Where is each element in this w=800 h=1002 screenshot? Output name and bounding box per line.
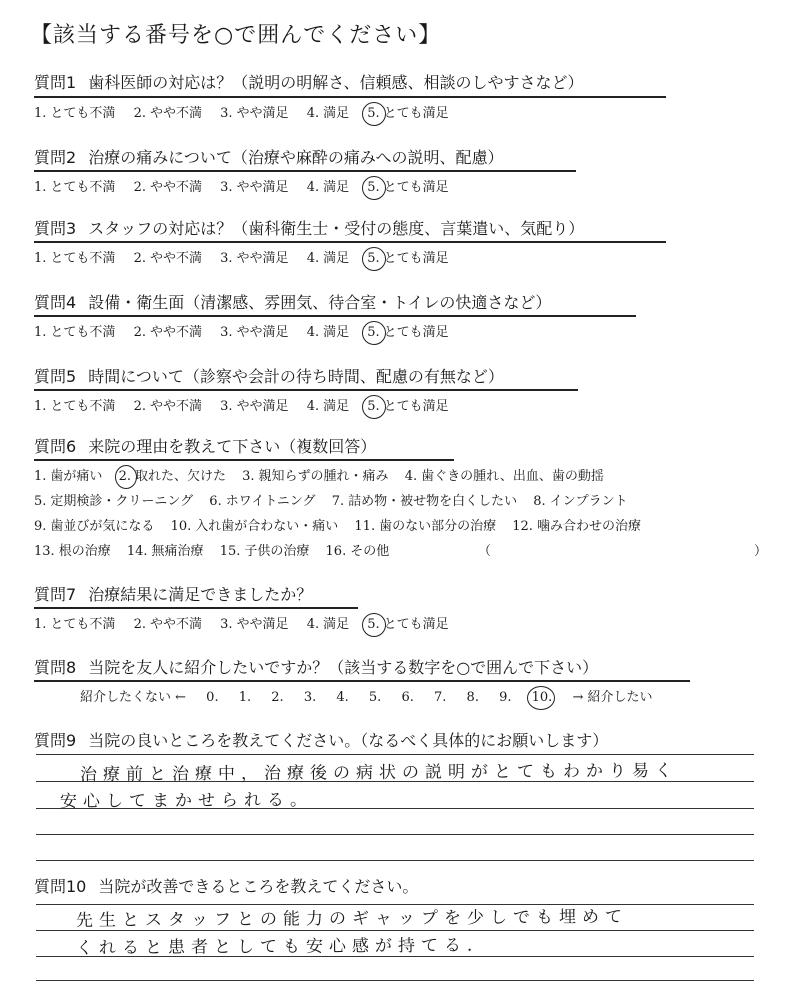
- answer-line: [36, 860, 754, 861]
- option-3[interactable]: 3. やや満足: [220, 399, 289, 414]
- q6-option-13[interactable]: 13. 根の治療: [34, 544, 111, 559]
- q6-option-3[interactable]: 3. 親知らずの腫れ・痛み: [242, 469, 389, 484]
- question-text: 当院を友人に紹介したいですか？（該当する数字を○で囲んで下さい）: [88, 658, 599, 677]
- question-underline: [34, 241, 666, 243]
- options-q5: [34, 395, 463, 414]
- answer-line: [36, 980, 754, 981]
- option-2[interactable]: 2. やや不満: [133, 251, 202, 266]
- option-2[interactable]: 2. やや不満: [133, 325, 202, 340]
- option-5-circled[interactable]: 5. とても満足: [367, 180, 449, 195]
- option-3[interactable]: 3. やや満足: [220, 251, 289, 266]
- q6-option-12[interactable]: 12. 噛み合わせの治療: [512, 519, 641, 534]
- question-7: [34, 582, 312, 605]
- question-number: 質問6: [34, 437, 77, 456]
- scale-value-3[interactable]: 3.: [303, 690, 317, 705]
- scale-value-6[interactable]: 6.: [401, 690, 414, 705]
- question-1: [34, 70, 584, 93]
- question-number: 質問4: [34, 293, 77, 312]
- scale-right-label: → 紹介したい: [572, 690, 653, 705]
- option-4[interactable]: 4. 満足: [306, 180, 350, 195]
- scale-value-2[interactable]: 2.: [271, 690, 284, 705]
- scale-value-8[interactable]: 8.: [466, 690, 479, 705]
- q6-option-10[interactable]: 10. 入れ歯が合わない・痛い: [170, 519, 339, 534]
- question-number: 質問9: [34, 731, 77, 750]
- q6-option-1[interactable]: 1. 歯が痛い: [34, 469, 103, 484]
- scale-value-4[interactable]: 4.: [336, 690, 349, 705]
- scale-value-10-circled[interactable]: 10.: [531, 690, 553, 705]
- handwritten-answer-q9-line2: 安心してまかせられる。: [59, 790, 314, 812]
- question-number: 質問10: [34, 877, 87, 896]
- question-2: [34, 145, 504, 168]
- question-number: 質問7: [34, 585, 77, 604]
- question-text: 時間について（診察や会計の待ち時間、配慮の有無など）: [88, 367, 504, 386]
- q6-option-6[interactable]: 6. ホワイトニング: [209, 494, 316, 509]
- page-title: 【該当する番号を○で囲んでください】: [30, 23, 442, 48]
- question-9: [34, 728, 608, 751]
- option-1[interactable]: 1. とても不満: [34, 325, 116, 340]
- option-5-circled[interactable]: 5. とても満足: [367, 106, 449, 121]
- answer-line: [36, 754, 754, 755]
- question-8: [34, 655, 598, 678]
- option-4[interactable]: 4. 満足: [306, 251, 350, 266]
- option-2[interactable]: 2. やや不満: [133, 106, 202, 121]
- q6-options-row-2: [34, 490, 640, 509]
- scale-value-7[interactable]: 7.: [434, 690, 447, 705]
- option-5-circled[interactable]: 5. とても満足: [367, 251, 449, 266]
- option-1[interactable]: 1. とても不満: [34, 251, 116, 266]
- handwritten-answer-q9-line1: 治療前と治療中，治療後の病状の説明がとてもわかり易く: [79, 760, 679, 786]
- question-text: 設備・衛生面（清潔感、雰囲気、待合室・トイレの快適さなど）: [88, 293, 552, 312]
- question-underline: [34, 96, 666, 98]
- question-text: 当院の良いところを教えてください。（なるべく具体的にお願いします）: [88, 731, 609, 750]
- q6-option-11[interactable]: 11. 歯のない部分の治療: [354, 519, 497, 534]
- q6-option-16[interactable]: 16. その他: [325, 544, 390, 559]
- answer-line: [36, 834, 754, 835]
- question-5: [34, 364, 504, 387]
- q6-option-8[interactable]: 8. インプラント: [533, 494, 628, 509]
- question-text: 歯科医師の対応は？（説明の明解さ、信頼感、相談のしやすさなど）: [88, 73, 584, 92]
- q6-options-row-3: [34, 515, 653, 534]
- question-text: 治療結果に満足できましたか？: [88, 585, 313, 604]
- other-paren-open: （: [478, 544, 492, 559]
- question-underline: [34, 389, 578, 391]
- question-number: 質問5: [34, 367, 77, 386]
- q6-option-4[interactable]: 4. 歯ぐきの腫れ、出血、歯の動揺: [404, 469, 604, 484]
- option-1[interactable]: 1. とても不満: [34, 399, 116, 414]
- question-number: 質問1: [34, 73, 77, 92]
- recommend-scale: [80, 686, 669, 705]
- question-underline: [34, 459, 454, 461]
- question-number: 質問2: [34, 148, 77, 167]
- handwritten-answer-q10-line2: くれると患者としても安心感が持てる．: [75, 935, 491, 959]
- question-10: [34, 874, 418, 897]
- options-q2: [34, 176, 463, 195]
- option-5-circled[interactable]: 5. とても満足: [367, 617, 449, 632]
- question-6: [34, 434, 376, 457]
- option-3[interactable]: 3. やや満足: [220, 617, 289, 632]
- option-5-circled[interactable]: 5. とても満足: [367, 325, 449, 340]
- options-q4: [34, 321, 463, 340]
- question-underline: [34, 680, 690, 682]
- handwritten-answer-q10-line1: 先生とスタッフとの能力のギャップを少しでも埋めて: [75, 907, 629, 931]
- scale-value-0[interactable]: 0.: [206, 690, 219, 705]
- question-3: [34, 216, 584, 239]
- question-underline: [34, 170, 576, 172]
- option-4[interactable]: 4. 満足: [306, 399, 350, 414]
- option-4[interactable]: 4. 満足: [306, 325, 350, 340]
- q6-option-2-circled[interactable]: 2. 取れた、欠けた: [118, 469, 226, 484]
- q6-option-5[interactable]: 5. 定期検診・クリーニング: [34, 494, 194, 509]
- q6-option-7[interactable]: 7. 詰め物・被せ物を白くしたい: [331, 494, 518, 509]
- question-text: 来院の理由を教えて下さい（複数回答）: [88, 437, 377, 456]
- option-1[interactable]: 1. とても不満: [34, 106, 116, 121]
- option-3[interactable]: 3. やや満足: [220, 106, 289, 121]
- question-number: 質問8: [34, 658, 77, 677]
- question-underline: [34, 607, 358, 609]
- option-5-circled[interactable]: 5. とても満足: [367, 399, 449, 414]
- other-paren-close: ）: [754, 544, 768, 559]
- options-q1: [34, 102, 463, 121]
- options-q3: [34, 247, 463, 266]
- question-number: 質問3: [34, 219, 77, 238]
- q6-option-15[interactable]: 15. 子供の治療: [219, 544, 310, 559]
- option-4[interactable]: 4. 満足: [306, 617, 350, 632]
- scale-left-label: 紹介したくない ←: [80, 690, 187, 705]
- question-underline: [34, 315, 636, 317]
- option-3[interactable]: 3. やや満足: [220, 325, 289, 340]
- q6-options-row-4: [34, 540, 401, 559]
- q6-option-9[interactable]: 9. 歯並びが気になる: [34, 519, 155, 534]
- option-1[interactable]: 1. とても不満: [34, 180, 116, 195]
- option-4[interactable]: 4. 満足: [306, 106, 350, 121]
- question-text: スタッフの対応は？（歯科衛生士・受付の態度、言葉遣い、気配り）: [88, 219, 585, 238]
- q6-option-14[interactable]: 14. 無痛治療: [126, 544, 204, 559]
- option-2[interactable]: 2. やや不満: [133, 399, 202, 414]
- option-2[interactable]: 2. やや不満: [133, 617, 202, 632]
- question-4: [34, 290, 551, 313]
- scale-value-9[interactable]: 9.: [499, 690, 512, 705]
- scale-value-5[interactable]: 5.: [368, 690, 382, 705]
- option-1[interactable]: 1. とても不満: [34, 617, 116, 632]
- options-q7: [34, 613, 463, 632]
- scale-value-1[interactable]: 1.: [238, 690, 252, 705]
- question-text: 当院が改善できるところを教えてください。: [98, 877, 419, 896]
- option-2[interactable]: 2. やや不満: [133, 180, 202, 195]
- question-text: 治療の痛みについて（治療や麻酔の痛みへの説明、配慮）: [88, 148, 504, 167]
- option-3[interactable]: 3. やや満足: [220, 180, 289, 195]
- q6-options-row-1: [34, 465, 616, 484]
